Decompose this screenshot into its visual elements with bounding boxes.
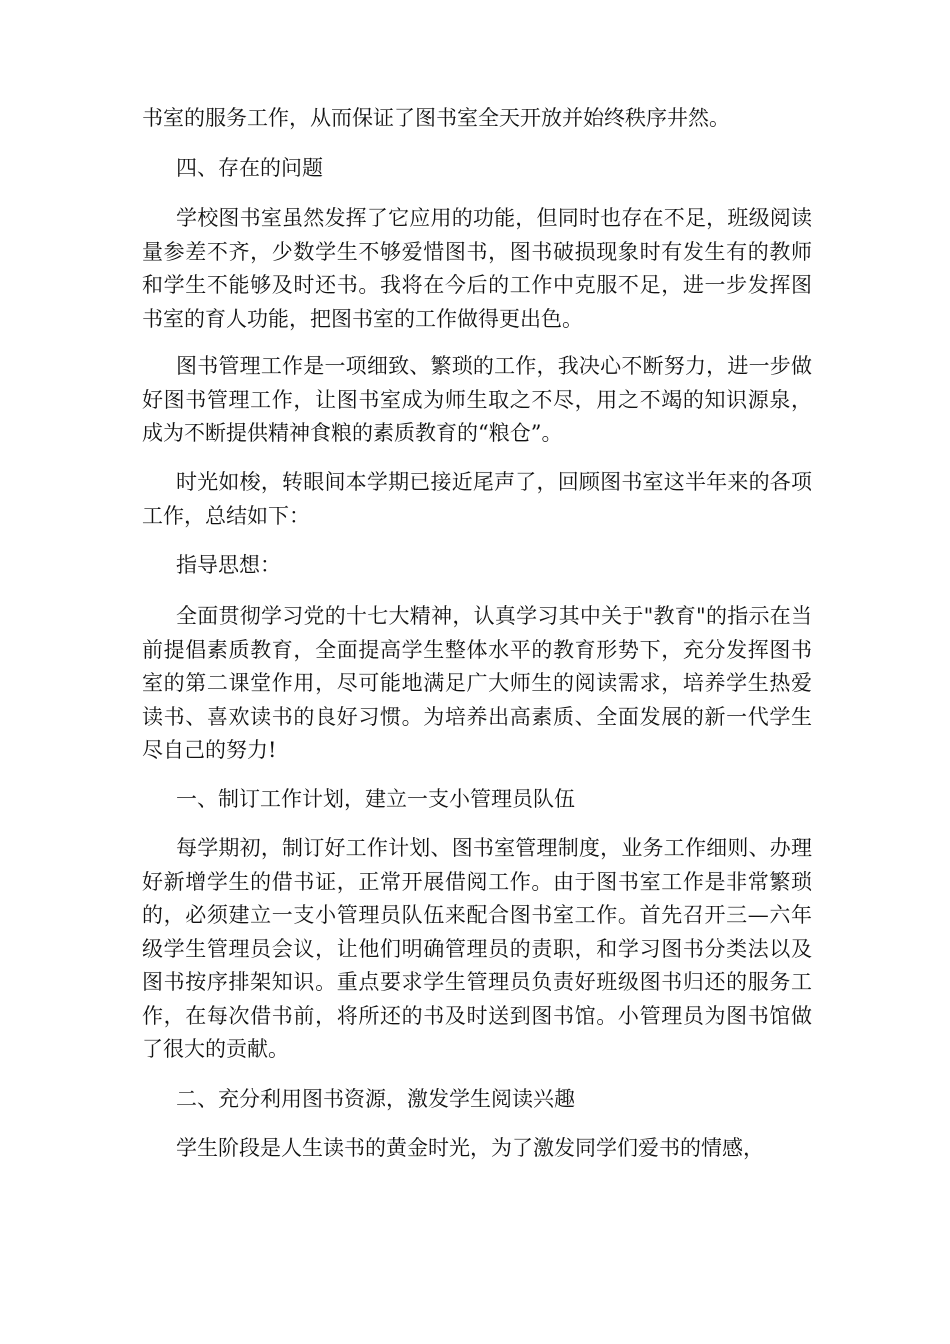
heading-guiding: 指导思想： bbox=[176, 553, 281, 577]
paragraph-problems: 学校图书室虽然发挥了它应用的功能，但同时也存在不足，班级阅读量参差不齐，少数学生不够爱惜图书，图书破损现象时有发生有的教师和学生不能够及时还书。我将在今后的工作中克服不足，进一步发挥图书室的育人功能，把图书室的工作做得更出色。 bbox=[142, 206, 812, 331]
paragraph-plan: 每学期初，制订好工作计划、图书室管理制度，业务工作细则、办理好新增学生的借书证，正常开展借阅工作。由于图书室工作是非常繁琐的，必须建立一支小管理员队伍来配合图书室工作。首先召开三—六年级学生管理员会议，让他们明确管理员的责职，和学习图书分类法以及图书按序排架知识。重点要求学生管理员负责好班级图书归还的服务工作，在每次借书前，将所还的书及时送到图书馆。小管理员为图书馆做了很大的贡献。 bbox=[142, 836, 812, 1061]
paragraph-resolve: 图书管理工作是一项细致、繁琐的工作，我决心不断努力，进一步做好图书管理工作，让图书室成为师生取之不尽，用之不竭的知识源泉，成为不断提供精神食粮的素质教育的“粮仓”。 bbox=[142, 354, 812, 445]
paragraph-guiding: 全面贯彻学习党的十七大精神，认真学习其中关于"教育"的指示在当前提倡素质教育，全面提高学生整体水平的教育形势下，充分发挥图书室的第二课堂作用，尽可能地满足广大师生的阅读需求，培养学生热爱读书、喜欢读书的良好习惯。为培养出高素质、全面发展的新一代学生尽自己的努力! bbox=[142, 604, 812, 762]
heading-problems: 四、存在的问题 bbox=[176, 156, 323, 180]
heading-plan: 一、制订工作计划，建立一支小管理员队伍 bbox=[176, 787, 575, 811]
heading-resources: 二、充分利用图书资源，激发学生阅读兴趣 bbox=[176, 1087, 575, 1111]
paragraph-intro: 时光如梭，转眼间本学期已接近尾声了，回顾图书室这半年来的各项工作，总结如下： bbox=[142, 470, 812, 528]
paragraph-resources: 学生阶段是人生读书的黄金时光，为了激发同学们爱书的情感， bbox=[176, 1136, 764, 1160]
paragraph-continuation: 书室的服务工作，从而保证了图书室全天开放并始终秩序井然。 bbox=[142, 106, 730, 130]
